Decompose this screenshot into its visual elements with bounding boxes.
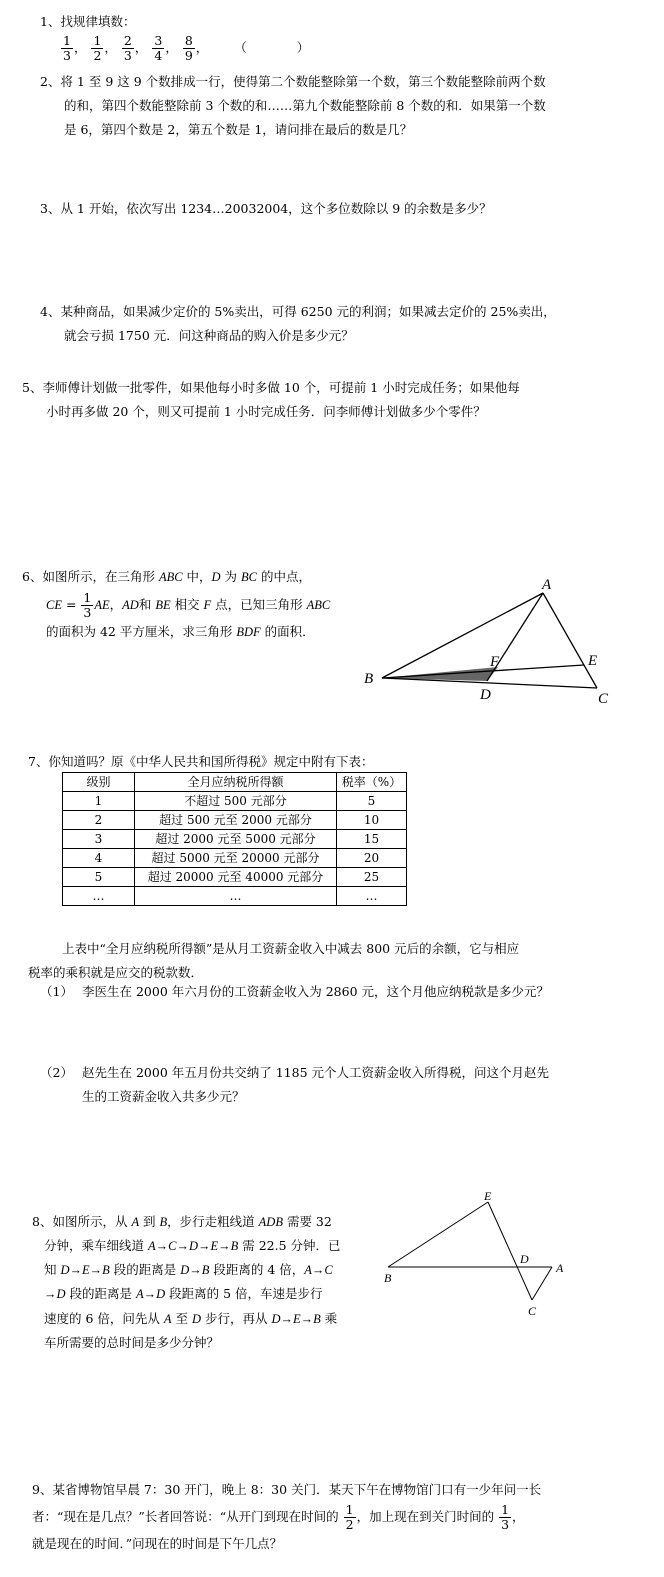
problem-number: 8、 <box>32 1214 53 1229</box>
label-c: C <box>598 691 609 707</box>
label-b: B <box>384 1271 392 1285</box>
problem-4: 4、某种商品，如果减少定价的 5%卖出，可得 6250 元的利润；如果减去定价的 25%卖出， 就会亏损 1750 元．问这种商品的购入价是多少元？ <box>40 304 556 343</box>
problem-2: 2、将 1 至 9 这 9 个数排成一行，使得第二个数能整除第一个数，第三个数能整除前两个数 的和，第四个数能整除前 3 个数的和……第九个数能整除前 8 个数的和．如果第一个数 是 6，第四个数是 2，第五个数是 1，请问排在最后的数是几？ <box>40 74 546 137</box>
label-b: B <box>364 671 374 687</box>
problem-8: 8、如图所示，从 A 到 B，步行走粗线道 ADB 需要 32 分钟，乘车细线道 A→C→D→E→B 需 22.5 分钟．已 知 D→E→B 段的距离是 D→B 段距离的 4 倍，A→C →D 段的距离是 A→D 段距离的 5 倍，车速是步行 速度的 6 倍，问先从 A 至 D 步行，再从 D→E→B 乘 车所需要的总时间是多少分钟？ <box>32 1214 341 1350</box>
side-ac <box>543 593 597 688</box>
tax-rate-table <box>62 772 407 906</box>
triangle-diagram <box>360 575 630 710</box>
table-header: 级别 <box>63 773 135 792</box>
problem-number: 9、 <box>32 1482 53 1497</box>
question-number: （2） <box>40 1065 73 1080</box>
problem-number: 6、 <box>22 569 43 584</box>
problem-number: 7、 <box>28 754 49 769</box>
path-ec <box>488 1202 532 1300</box>
problem-9: 9、某省博物馆早晨 7：30 开门，晚上 8：30 关门．某天下午在博物馆门口有一少年问一长 者：“现在是几点？”长者回答说：“从开门到现在时间的 $\frac{1}{2}$ ，加上现在到关门时间的 $\frac{1}{3}$ ， 就是现在的时间．”问现在的时间是下午几点？ <box>32 1482 542 1551</box>
path-be <box>388 1202 488 1267</box>
problem-number: 3、 <box>40 201 61 216</box>
fraction: $\frac{3}{4}$ <box>154 33 163 63</box>
fraction: $\frac{8}{9}$ <box>184 33 193 63</box>
problem-number: 2、 <box>40 74 61 89</box>
label-e: E <box>484 1190 492 1203</box>
fraction: $\frac{1}{3}$ <box>501 1502 510 1532</box>
label-a: A <box>542 577 552 593</box>
table-row: 1 不超过 500 元部分 5 <box>63 792 407 811</box>
answer-blank: （ ） <box>234 40 310 56</box>
table-header: 全月应纳税所得额 <box>135 773 337 792</box>
table-header-row <box>63 773 407 792</box>
table-row: 5 超过 20000 元至 40000 元部分 25 <box>63 868 407 887</box>
table-note: 上表中“全月应纳税所得额”是从月工资薪金收入中减去 800 元后的余额，它与相应 税率的乘积就是应交的税款数． <box>28 941 520 980</box>
problem-7: 7、你知道吗？原《中华人民共和国所得税》规定中附有下表： <box>28 754 374 769</box>
label-f: F <box>490 654 500 670</box>
fraction-sequence: $\frac{1}{3}$ ， $\frac{1}{2}$ ， $\frac{2}{3}$ ， $\frac{3}{4}$ ， $\frac{8}{9}$ ， （ ） <box>63 33 310 63</box>
problem-1 <box>40 10 135 34</box>
route-diagram <box>380 1190 580 1325</box>
label-d: D <box>520 1252 529 1266</box>
label-a: A <box>556 1261 564 1275</box>
label-c: C <box>528 1304 537 1318</box>
fraction: $\frac{1}{3}$ <box>83 590 92 620</box>
table-row: 2 超过 500 元至 2000 元部分 10 <box>63 811 407 830</box>
problem-text: 找规律填数： <box>60 14 136 29</box>
question-7-1: （1） 李医生在 2000 年六月份的工资薪金收入为 2860 元，这个月他应纳税款是多少元？ <box>40 980 549 1004</box>
table-row: … … … <box>63 887 407 906</box>
problem-5: 5、李师傅计划做一批零件，如果他每小时多做 10 个，可提前 1 小时完成任务；如果他每 小时再多做 20 个，则又可提前 1 小时完成任务．问李师傅计划做多少个零件？ <box>22 380 520 419</box>
fraction: $\frac{1}{2}$ <box>345 1502 354 1532</box>
problem-3: 3、从 1 开始，依次写出 1234…20032004，这个多位数除以 9 的余数是多少？ <box>40 201 492 216</box>
fraction: $\frac{1}{2}$ <box>93 33 102 63</box>
fraction: $\frac{2}{3}$ <box>123 33 132 63</box>
question-7-2: （2） 赵先生在 2000 年五月份共交纳了 1185 元个人工资薪金收入所得税，问这个月赵先 生的工资薪金收入共多少元？ <box>40 1061 549 1109</box>
label-d: D <box>480 687 491 703</box>
table-row: 3 超过 2000 元至 5000 元部分 15 <box>63 830 407 849</box>
table-header: 税率（%） <box>337 773 407 792</box>
side-ab <box>382 593 543 678</box>
problem-number: 5、 <box>22 380 43 395</box>
path-ca <box>532 1267 552 1300</box>
problem-6: 6、如图所示，在三角形 ABC 中，D 为 BC 的中点， CE = $\frac{1}{3}$ AE，AD和 BE 相交 F 点，已知三角形 ABC 的面积为 42 平方厘米，求三角形 BDF 的面积． <box>22 569 331 639</box>
table-row: 4 超过 5000 元至 20000 元部分 20 <box>63 849 407 868</box>
question-number: （1） <box>40 984 73 999</box>
problem-number: 4、 <box>40 304 61 319</box>
problem-number: 1、 <box>40 14 61 29</box>
label-e: E <box>588 653 598 669</box>
fraction: $\frac{1}{3}$ <box>63 33 71 63</box>
